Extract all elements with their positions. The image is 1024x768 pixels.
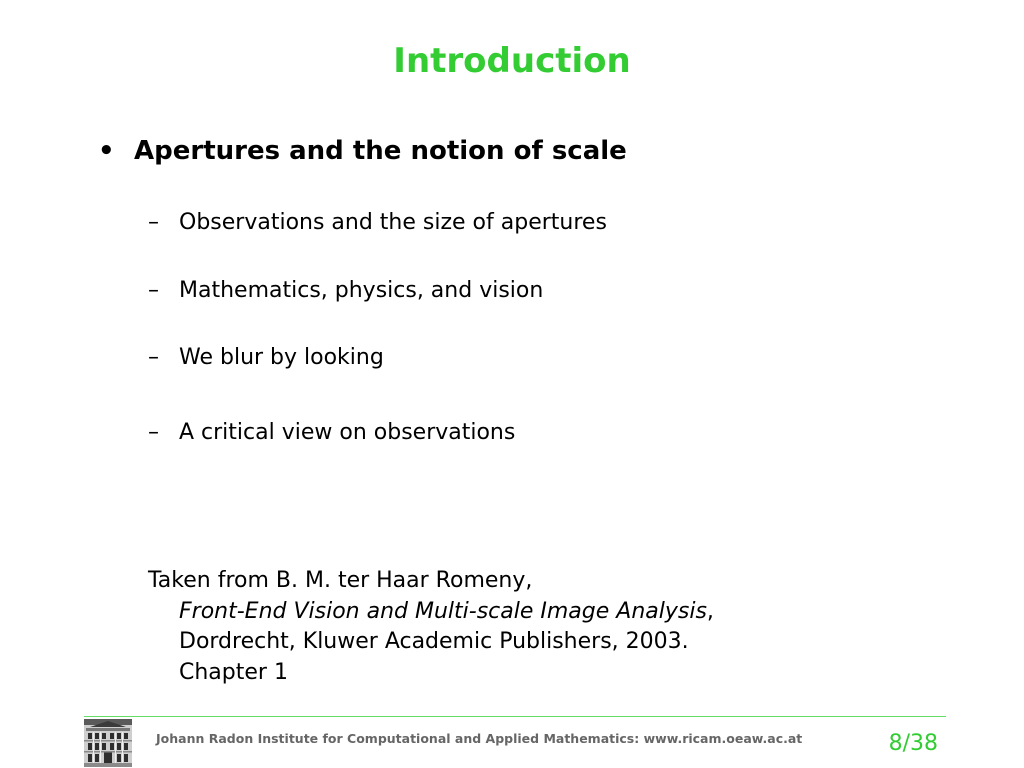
bullet-icon: • <box>98 136 115 166</box>
sub-point-4 <box>148 418 515 448</box>
citation <box>148 566 714 688</box>
sub-point-text: A critical view on observations <box>179 420 516 445</box>
citation-line-2 <box>148 597 714 628</box>
slide-title: Introduction <box>393 41 631 81</box>
building-facade-icon <box>84 719 132 767</box>
main-bullet-text: Apertures and the notion of scale <box>134 136 627 166</box>
citation-line-3: Dordrecht, Kluwer Academic Publishers, 2003. <box>179 629 689 654</box>
dash-icon: – <box>148 278 159 303</box>
book-title-suffix: , <box>706 598 714 624</box>
footer-institute: Johann Radon Institute for Computational and Applied Mathematics: www.ricam.oeaw.ac.at <box>156 731 803 746</box>
sub-point-3 <box>148 343 384 373</box>
sub-point-text: Mathematics, physics, and vision <box>179 278 544 303</box>
dash-icon: – <box>148 345 159 370</box>
book-title: Front-End Vision and Multi-scale Image Analysis <box>179 598 707 624</box>
main-bullet-point <box>98 134 627 168</box>
footer-divider <box>84 716 946 717</box>
dash-icon: – <box>148 420 159 445</box>
sub-point-1 <box>148 208 607 238</box>
sub-point-2 <box>148 276 543 306</box>
dash-icon: – <box>148 210 159 235</box>
sub-point-text: We blur by looking <box>179 345 384 370</box>
citation-line-1: Taken from B. M. ter Haar Romeny, <box>148 568 533 593</box>
sub-point-text: Observations and the size of apertures <box>179 210 607 235</box>
citation-line-4: Chapter 1 <box>179 659 288 685</box>
page-number: 8/38 <box>888 731 938 756</box>
